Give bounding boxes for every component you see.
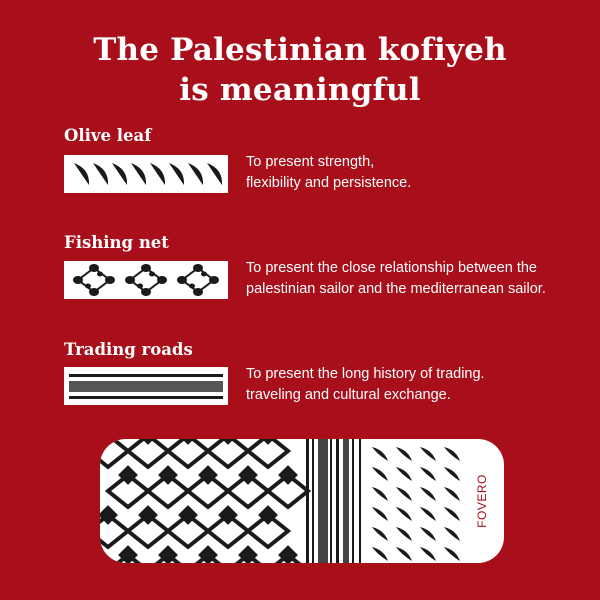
brand-name: FOVERO	[475, 474, 490, 528]
trading-roads-description-line-2: traveling and cultural exchange.	[246, 387, 451, 403]
trading-roads-pattern	[64, 367, 228, 405]
net-knot	[105, 276, 115, 284]
fabric-olive-leaf	[372, 487, 388, 501]
net-knot	[141, 288, 151, 296]
olive-leaf-shape	[207, 163, 222, 185]
net-knot	[209, 276, 219, 284]
fabric-olive-leaf	[420, 447, 436, 461]
page-title	[0, 30, 600, 110]
fabric-olive-leaf	[396, 447, 412, 461]
fabric-olive-leaf	[444, 487, 460, 501]
fabric-olive-leaf	[444, 527, 460, 541]
net-knot	[85, 284, 91, 289]
fishing-net-description-line-2: palestinian sailor and the mediterranean sailor.	[246, 281, 546, 297]
fabric-olive-leaf	[372, 507, 388, 521]
fabric-olive-leaf	[420, 547, 436, 561]
fabric-stripe	[343, 439, 349, 563]
fabric-stripe	[330, 439, 332, 563]
trading-roads-description	[246, 364, 485, 406]
olive-leaf-description	[246, 152, 411, 194]
olive-leaf-pattern	[64, 155, 228, 193]
fabric-stripe	[306, 439, 309, 563]
fabric-olive-leaf	[372, 467, 388, 481]
net-knot	[137, 284, 143, 289]
fabric-olive-leaf	[444, 467, 460, 481]
olive-leaf-shape	[93, 163, 108, 185]
fabric-olive-leaf	[372, 527, 388, 541]
net-knot	[149, 272, 155, 277]
net-knot	[97, 272, 103, 277]
fabric-olive-leaf	[420, 467, 436, 481]
net-knot	[177, 276, 187, 284]
fabric-net-cell	[100, 439, 128, 467]
fabric-olive-leaf	[444, 447, 460, 461]
net-knot	[201, 272, 207, 277]
fishing-net-heading: Fishing net	[64, 233, 169, 252]
olive-leaf-heading: Olive leaf	[64, 126, 152, 145]
net-knot	[89, 264, 99, 272]
fabric-olive-leaf	[420, 507, 436, 521]
fabric-olive-leaf	[444, 547, 460, 561]
olive-leaf-icon	[64, 155, 228, 193]
olive-leaf-shape	[112, 163, 127, 185]
net-knot	[125, 276, 135, 284]
net-knot	[73, 276, 83, 284]
olive-leaf-description-line-2: flexibility and persistence.	[246, 175, 412, 191]
fishing-net-description	[246, 258, 546, 300]
net-knot	[157, 276, 167, 284]
net-knot	[193, 288, 203, 296]
fabric-olive-leaf	[396, 487, 412, 501]
fabric-olive-leaf	[420, 527, 436, 541]
fabric-stripe	[318, 439, 328, 563]
net-knot	[141, 264, 151, 272]
fabric-olive-leaf	[396, 527, 412, 541]
olive-leaf-description-line-1: To present strength,	[246, 154, 375, 170]
fabric-olive-leaf	[396, 547, 412, 561]
fishing-net-description-line-1: To present the close relationship between the	[246, 260, 537, 276]
fishing-net-icon	[64, 261, 228, 299]
net-knot	[89, 288, 99, 296]
net-knot	[189, 284, 195, 289]
fabric-stripe	[312, 439, 314, 563]
olive-leaf-shape	[74, 163, 89, 185]
fabric-stripe	[359, 439, 361, 563]
kofiyeh-fabric-banner	[100, 439, 504, 563]
fabric-olive-leaf	[396, 467, 412, 481]
net-knot	[193, 264, 203, 272]
trading-roads-icon	[64, 367, 228, 405]
olive-leaf-shape	[131, 163, 146, 185]
olive-leaf-shape	[150, 163, 165, 185]
fabric-olive-leaf	[372, 447, 388, 461]
fabric-olive-leaf	[444, 507, 460, 521]
fabric-stripe	[336, 439, 339, 563]
fabric-olive-leaf	[372, 547, 388, 561]
trading-roads-heading: Trading roads	[64, 340, 193, 359]
olive-leaf-shape	[169, 163, 184, 185]
fabric-stripe	[352, 439, 354, 563]
trading-roads-description-line-1: To present the long history of trading.	[246, 366, 485, 382]
title-line-2: is meaningful	[179, 72, 421, 108]
kofiyeh-fabric-icon	[100, 439, 504, 563]
title-line-1: The Palestinian kofiyeh	[93, 32, 507, 68]
fishing-net-pattern	[64, 261, 228, 299]
olive-leaf-shape	[188, 163, 203, 185]
fabric-olive-leaf	[420, 487, 436, 501]
fabric-olive-leaf	[396, 507, 412, 521]
brand-logo	[470, 439, 494, 563]
